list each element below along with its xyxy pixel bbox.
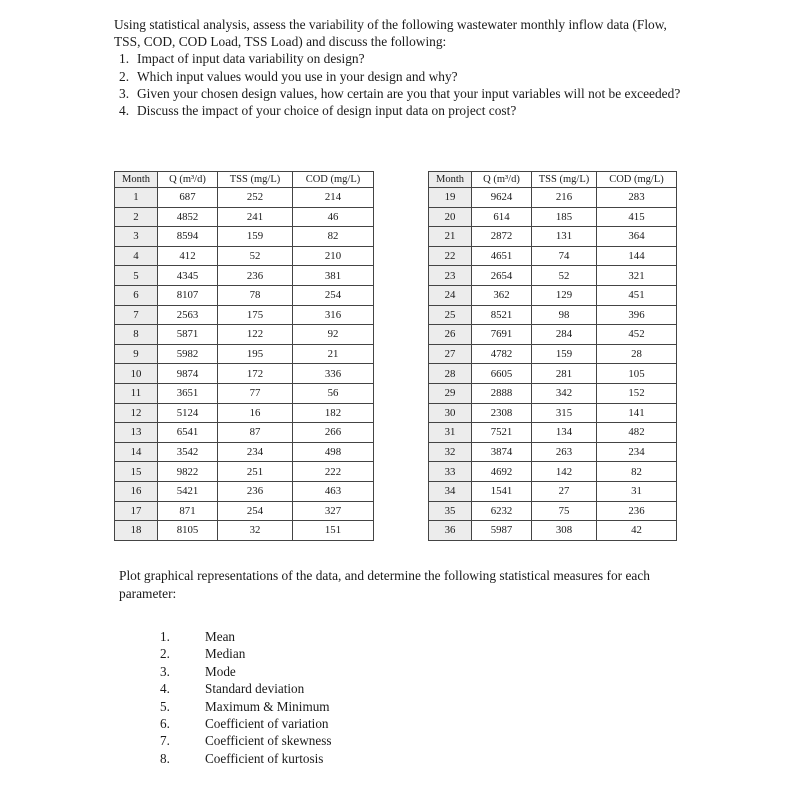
cell-month: 30	[429, 403, 472, 423]
question-text: Discuss the impact of your choice of design input data on project cost?	[137, 103, 517, 119]
cell-month: 4	[115, 246, 158, 266]
question-number: 2.	[119, 68, 130, 84]
table-row	[115, 364, 374, 384]
table-row	[115, 266, 374, 286]
cell-tss: 236	[218, 481, 293, 501]
cell-flow: 8105	[158, 521, 218, 541]
cell-cod: 28	[597, 344, 677, 364]
cell-tss: 236	[218, 266, 293, 286]
measure-number: 8.	[160, 750, 170, 766]
cell-month: 16	[115, 481, 158, 501]
cell-cod: 82	[293, 227, 374, 247]
cell-flow: 7691	[472, 325, 532, 345]
cell-tss: 315	[532, 403, 597, 423]
cell-tss: 251	[218, 462, 293, 482]
table-row	[115, 325, 374, 345]
cell-cod: 182	[293, 403, 374, 423]
measure-item	[150, 680, 331, 697]
cell-flow: 412	[158, 246, 218, 266]
cell-month: 11	[115, 383, 158, 403]
measure-number: 5.	[160, 698, 170, 714]
question-item	[114, 85, 684, 102]
table-row	[115, 305, 374, 325]
cell-month: 29	[429, 383, 472, 403]
cell-cod: 321	[597, 266, 677, 286]
cell-cod: 210	[293, 246, 374, 266]
table-row	[429, 305, 677, 325]
cell-tss: 308	[532, 521, 597, 541]
cell-flow: 4345	[158, 266, 218, 286]
intro-paragraph: Using statistical analysis, assess the variability of the following wastewater monthly inflow data (Flow, TSS, COD, COD Load, TSS Load) and discuss the following:	[114, 17, 667, 50]
measure-text: Mode	[205, 663, 236, 679]
question-text: Which input values would you use in your design and why?	[137, 68, 458, 84]
measure-item	[150, 750, 331, 767]
cell-tss: 78	[218, 285, 293, 305]
question-text: Impact of input data variability on design?	[137, 51, 365, 67]
header-cod: COD (mg/L)	[293, 172, 374, 188]
table-row	[429, 521, 677, 541]
cell-flow: 5871	[158, 325, 218, 345]
cell-month: 3	[115, 227, 158, 247]
cell-month: 2	[115, 207, 158, 227]
cell-tss: 195	[218, 344, 293, 364]
cell-tss: 241	[218, 207, 293, 227]
cell-month: 22	[429, 246, 472, 266]
table-row	[115, 403, 374, 423]
measure-number: 1.	[160, 629, 170, 644]
table-row	[429, 403, 677, 423]
table-header-row	[429, 172, 677, 188]
cell-flow: 2563	[158, 305, 218, 325]
cell-month: 23	[429, 266, 472, 286]
cell-flow: 1541	[472, 481, 532, 501]
cell-flow: 8107	[158, 285, 218, 305]
cell-tss: 98	[532, 305, 597, 325]
cell-cod: 56	[293, 383, 374, 403]
cell-tss: 284	[532, 325, 597, 345]
table-row	[429, 344, 677, 364]
cell-tss: 175	[218, 305, 293, 325]
measure-text: Median	[205, 646, 246, 662]
measure-text: Coefficient of kurtosis	[205, 750, 324, 766]
table-row	[115, 423, 374, 443]
measure-text: Standard deviation	[205, 681, 305, 697]
cell-cod: 283	[597, 188, 677, 208]
cell-flow: 687	[158, 188, 218, 208]
cell-flow: 2308	[472, 403, 532, 423]
cell-tss: 27	[532, 481, 597, 501]
cell-cod: 336	[293, 364, 374, 384]
cell-tss: 142	[532, 462, 597, 482]
cell-tss: 254	[218, 501, 293, 521]
cell-cod: 498	[293, 442, 374, 462]
header-month: Month	[115, 172, 158, 188]
cell-flow: 5421	[158, 481, 218, 501]
plot-instructions: Plot graphical representations of the data, and determine the following statistical measures for each parameter:	[119, 568, 650, 601]
cell-flow: 4692	[472, 462, 532, 482]
header-cod: COD (mg/L)	[597, 172, 677, 188]
table-row	[429, 383, 677, 403]
cell-tss: 87	[218, 423, 293, 443]
cell-month: 27	[429, 344, 472, 364]
table-row	[429, 364, 677, 384]
cell-tss: 75	[532, 501, 597, 521]
cell-month: 1	[115, 188, 158, 208]
measure-number: 6.	[160, 716, 170, 732]
question-item	[114, 102, 684, 119]
table-body-left	[115, 188, 374, 541]
cell-flow: 3874	[472, 442, 532, 462]
cell-cod: 214	[293, 188, 374, 208]
cell-flow: 3542	[158, 442, 218, 462]
measure-item	[150, 698, 331, 715]
cell-cod: 452	[597, 325, 677, 345]
cell-cod: 92	[293, 325, 374, 345]
table-row	[429, 285, 677, 305]
cell-cod: 42	[597, 521, 677, 541]
cell-flow: 5124	[158, 403, 218, 423]
measure-text: Mean	[205, 629, 236, 644]
measure-number: 2.	[160, 646, 170, 662]
cell-month: 21	[429, 227, 472, 247]
cell-cod: 222	[293, 462, 374, 482]
question-number: 4.	[119, 103, 130, 119]
cell-month: 35	[429, 501, 472, 521]
cell-flow: 6541	[158, 423, 218, 443]
cell-tss: 185	[532, 207, 597, 227]
cell-tss: 281	[532, 364, 597, 384]
cell-cod: 327	[293, 501, 374, 521]
cell-flow: 9822	[158, 462, 218, 482]
cell-cod: 152	[597, 383, 677, 403]
cell-tss: 32	[218, 521, 293, 541]
cell-tss: 172	[218, 364, 293, 384]
header-tss: TSS (mg/L)	[532, 172, 597, 188]
measure-number: 7.	[160, 733, 170, 749]
cell-tss: 263	[532, 442, 597, 462]
cell-cod: 482	[597, 423, 677, 443]
header-flow: Q (m³/d)	[158, 172, 218, 188]
table-row	[429, 266, 677, 286]
table-row	[115, 383, 374, 403]
cell-tss: 252	[218, 188, 293, 208]
cell-tss: 234	[218, 442, 293, 462]
cell-month: 33	[429, 462, 472, 482]
cell-month: 36	[429, 521, 472, 541]
table-row	[115, 207, 374, 227]
measure-item	[150, 715, 331, 732]
cell-month: 13	[115, 423, 158, 443]
cell-cod: 451	[597, 285, 677, 305]
table-row	[429, 188, 677, 208]
cell-cod: 236	[597, 501, 677, 521]
measure-number: 3.	[160, 663, 170, 679]
cell-month: 14	[115, 442, 158, 462]
cell-flow: 614	[472, 207, 532, 227]
cell-flow: 2888	[472, 383, 532, 403]
cell-month: 18	[115, 521, 158, 541]
assignment-intro	[114, 16, 684, 119]
header-month: Month	[429, 172, 472, 188]
table-row	[429, 481, 677, 501]
table-row	[429, 246, 677, 266]
cell-cod: 396	[597, 305, 677, 325]
cell-cod: 415	[597, 207, 677, 227]
cell-flow: 4782	[472, 344, 532, 364]
cell-month: 7	[115, 305, 158, 325]
cell-month: 5	[115, 266, 158, 286]
cell-month: 8	[115, 325, 158, 345]
cell-cod: 463	[293, 481, 374, 501]
cell-month: 32	[429, 442, 472, 462]
cell-tss: 159	[218, 227, 293, 247]
cell-flow: 6232	[472, 501, 532, 521]
table-row	[115, 344, 374, 364]
cell-month: 20	[429, 207, 472, 227]
table-row	[429, 423, 677, 443]
cell-cod: 31	[597, 481, 677, 501]
cell-tss: 129	[532, 285, 597, 305]
cell-tss: 122	[218, 325, 293, 345]
cell-month: 6	[115, 285, 158, 305]
table-row	[115, 442, 374, 462]
question-text: Given your chosen design values, how certain are you that your input variables will not be exceeded?	[137, 85, 681, 101]
cell-month: 24	[429, 285, 472, 305]
cell-flow: 362	[472, 285, 532, 305]
cell-tss: 159	[532, 344, 597, 364]
cell-tss: 74	[532, 246, 597, 266]
measure-item	[150, 628, 331, 645]
cell-month: 12	[115, 403, 158, 423]
table-row	[115, 462, 374, 482]
question-number: 3.	[119, 85, 130, 101]
measure-item	[150, 645, 331, 662]
table-row	[429, 325, 677, 345]
table-row	[115, 481, 374, 501]
cell-flow: 4852	[158, 207, 218, 227]
cell-flow: 8594	[158, 227, 218, 247]
cell-cod: 21	[293, 344, 374, 364]
table-row	[115, 285, 374, 305]
inflow-table-months-19-36	[428, 171, 677, 541]
cell-cod: 141	[597, 403, 677, 423]
cell-tss: 216	[532, 188, 597, 208]
measure-text: Coefficient of skewness	[205, 733, 332, 749]
cell-flow: 6605	[472, 364, 532, 384]
cell-flow: 5987	[472, 521, 532, 541]
cell-cod: 144	[597, 246, 677, 266]
cell-flow: 8521	[472, 305, 532, 325]
measure-item	[150, 663, 331, 680]
cell-month: 17	[115, 501, 158, 521]
cell-flow: 9874	[158, 364, 218, 384]
cell-month: 25	[429, 305, 472, 325]
cell-flow: 9624	[472, 188, 532, 208]
question-item	[114, 50, 684, 67]
cell-cod: 234	[597, 442, 677, 462]
cell-flow: 5982	[158, 344, 218, 364]
cell-flow: 871	[158, 501, 218, 521]
table-row	[429, 462, 677, 482]
cell-month: 15	[115, 462, 158, 482]
cell-month: 31	[429, 423, 472, 443]
cell-flow: 2654	[472, 266, 532, 286]
table-body-right	[429, 188, 677, 541]
cell-cod: 364	[597, 227, 677, 247]
cell-cod: 254	[293, 285, 374, 305]
statistical-measures-list	[150, 628, 331, 767]
cell-cod: 266	[293, 423, 374, 443]
cell-cod: 151	[293, 521, 374, 541]
question-item	[114, 68, 684, 85]
cell-month: 19	[429, 188, 472, 208]
cell-cod: 82	[597, 462, 677, 482]
table-row	[429, 442, 677, 462]
cell-cod: 105	[597, 364, 677, 384]
measure-text: Maximum & Minimum	[205, 698, 330, 714]
table-header-row	[115, 172, 374, 188]
measure-text: Coefficient of variation	[205, 716, 329, 732]
cell-month: 9	[115, 344, 158, 364]
cell-tss: 52	[532, 266, 597, 286]
question-list	[114, 50, 684, 119]
table-row	[429, 227, 677, 247]
cell-tss: 134	[532, 423, 597, 443]
cell-tss: 77	[218, 383, 293, 403]
table-row	[115, 188, 374, 208]
table-row	[429, 207, 677, 227]
cell-tss: 16	[218, 403, 293, 423]
cell-flow: 2872	[472, 227, 532, 247]
header-flow: Q (m³/d)	[472, 172, 532, 188]
header-tss: TSS (mg/L)	[218, 172, 293, 188]
cell-cod: 381	[293, 266, 374, 286]
cell-month: 10	[115, 364, 158, 384]
table-row	[115, 246, 374, 266]
cell-flow: 4651	[472, 246, 532, 266]
cell-month: 28	[429, 364, 472, 384]
cell-tss: 52	[218, 246, 293, 266]
cell-month: 26	[429, 325, 472, 345]
table-row	[115, 227, 374, 247]
cell-tss: 342	[532, 383, 597, 403]
cell-tss: 131	[532, 227, 597, 247]
table-row	[115, 501, 374, 521]
table-row	[429, 501, 677, 521]
cell-flow: 7521	[472, 423, 532, 443]
question-number: 1.	[119, 51, 130, 67]
cell-month: 34	[429, 481, 472, 501]
cell-flow: 3651	[158, 383, 218, 403]
measure-item	[150, 732, 331, 749]
inflow-table-months-1-18	[114, 171, 374, 541]
cell-cod: 46	[293, 207, 374, 227]
table-row	[115, 521, 374, 541]
cell-cod: 316	[293, 305, 374, 325]
measure-number: 4.	[160, 681, 170, 697]
